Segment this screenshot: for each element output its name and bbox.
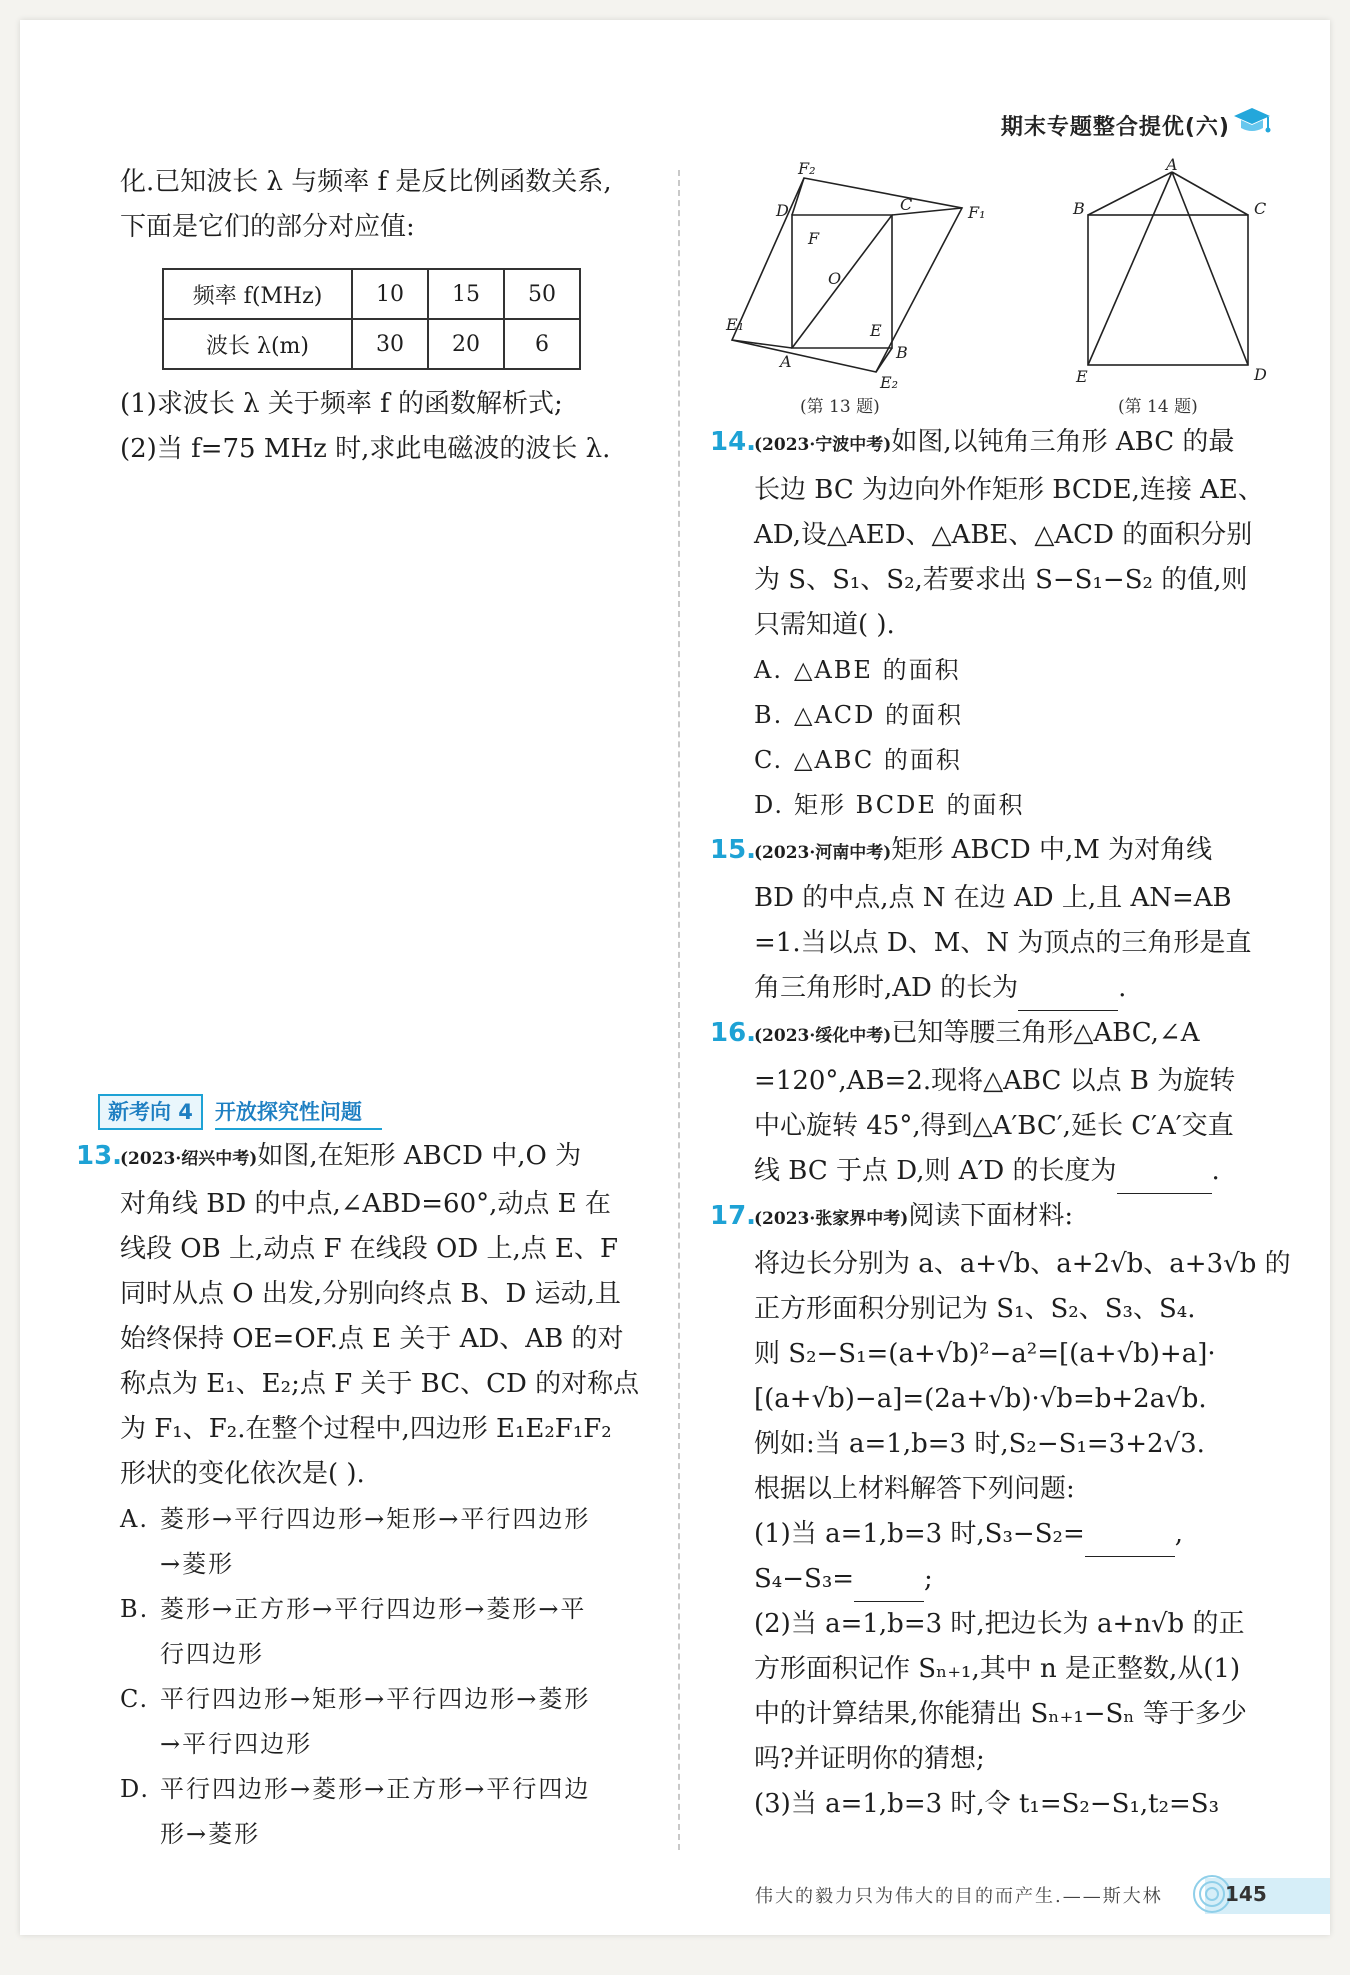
figure-14-labels [1072, 155, 1267, 386]
answer-blank[interactable] [1018, 980, 1118, 1011]
section-tag-label: 新考向 4 [98, 1094, 203, 1130]
sub-question: (2)当 f=75 MHz 时,求此电磁波的波长 λ. [120, 434, 611, 464]
fig14-label-c: C [1254, 199, 1267, 218]
option-c[interactable]: C. △ABC 的面积 [754, 746, 962, 774]
table-cell: 15 [428, 269, 504, 319]
question-number: 13. [76, 1141, 123, 1171]
question-13 [76, 1134, 665, 1857]
question-source: (2023·张家界中考) [754, 1209, 909, 1229]
right-column [710, 420, 1299, 1827]
question-line: 如图,在矩形 ABCD 中,O 为 [257, 1141, 582, 1171]
punctuation: . [1118, 973, 1127, 1003]
question-line: 已知等腰三角形△ABC,∠A [891, 1018, 1200, 1048]
fig14-label-e: E [1076, 367, 1088, 386]
table-cell: 6 [504, 319, 580, 369]
question-line: 角三角形时,AD 的长为 [754, 973, 1019, 1003]
fig14-label-a: A [1166, 155, 1178, 174]
option-b[interactable]: B. △ACD 的面积 [754, 701, 964, 729]
question-line: 线 BC 于点 D,则 A′D 的长度为 [754, 1156, 1117, 1186]
option-a[interactable]: A. △ABE 的面积 [754, 656, 961, 684]
table-cell: 20 [428, 319, 504, 369]
question-line: 为 S、S₁、S₂,若要求出 S−S₁−S₂ 的值,则 [754, 565, 1248, 595]
question-line: 为 F₁、F₂.在整个过程中,四边形 E₁E₂F₁F₂ [120, 1414, 612, 1444]
fig13-label-f2: F₂ [798, 159, 816, 178]
question-source: (2023·河南中考) [754, 843, 892, 863]
option-d[interactable]: D. 平行四边形→菱形→正方形→平行四边 [120, 1775, 591, 1803]
option-c[interactable]: C. 平行四边形→矩形→平行四边形→菱形 [120, 1685, 591, 1713]
footer-quote: 伟大的毅力只为伟大的目的而产生.——斯大林 [755, 1886, 1163, 1907]
question-line: 长边 BC 为边向外作矩形 BCDE,连接 AE、 [754, 475, 1264, 505]
option-d-cont: 形→菱形 [160, 1820, 261, 1848]
fig13-label-a: A [780, 352, 792, 371]
figure-13-labels [725, 159, 986, 392]
question-source: (2023·绍兴中考) [120, 1149, 258, 1169]
table-header-cell: 波长 λ(m) [163, 319, 352, 369]
answer-blank[interactable] [854, 1571, 924, 1602]
question-line: 则 S₂−S₁=(a+√b)²−a²=[(a+√b)+a]· [754, 1339, 1216, 1369]
section-tag-title: 开放探究性问题 [215, 1096, 382, 1130]
fig13-label-b: B [896, 343, 908, 362]
question-line: 将边长分别为 a、a+√b、a+2√b、a+3√b 的 [754, 1249, 1291, 1279]
question-number: 17. [710, 1201, 757, 1231]
table-row [163, 319, 580, 369]
question-number: 15. [710, 835, 757, 865]
question-line: 形状的变化依次是( ). [120, 1459, 365, 1489]
option-d[interactable]: D. 矩形 BCDE 的面积 [754, 791, 1025, 819]
answer-blank[interactable] [1085, 1526, 1175, 1557]
fig13-label-d: D [776, 201, 789, 220]
question-line: =120°,AB=2.现将△ABC 以点 B 为旋转 [754, 1066, 1236, 1096]
page-number: 145 [1225, 1882, 1267, 1906]
table-header-cell: 频率 f(MHz) [163, 269, 352, 319]
question-line: 只需知道( ). [754, 610, 895, 640]
question-line: 正方形面积分别记为 S₁、S₂、S₃、S₄. [754, 1294, 1196, 1324]
figure-14 [1088, 172, 1248, 365]
fig13-label-c: C [900, 195, 913, 214]
question-source: (2023·绥化中考) [754, 1026, 892, 1046]
table-row [163, 269, 580, 319]
fig13-label-e2: E₂ [880, 373, 899, 392]
page-header-title: 期末专题整合提优(六) [1000, 115, 1230, 140]
question-line: 矩形 ABCD 中,M 为对角线 [891, 835, 1213, 865]
fig13-label-e1: E₁ [726, 315, 745, 334]
question-line: 始终保持 OE=OF.点 E 关于 AD、AB 的对 [120, 1324, 624, 1354]
question-line: 同时从点 O 出发,分别向终点 B、D 运动,且 [120, 1279, 621, 1309]
fig14-label-b: B [1073, 199, 1085, 218]
intro-line: 下面是它们的部分对应值: [120, 212, 415, 242]
punctuation: ; [924, 1564, 933, 1594]
section-tag [98, 1094, 382, 1130]
textbook-page [20, 20, 1330, 1935]
fig14-label-d: D [1254, 365, 1267, 384]
table-cell: 30 [352, 319, 428, 369]
geometry-figures [726, 155, 1300, 420]
question-line: 中的计算结果,你能猜出 Sₙ₊₁−Sₙ 等于多少 [754, 1699, 1247, 1729]
question-number: 16. [710, 1018, 757, 1048]
question-line: (1)当 a=1,b=3 时,S₃−S₂= [754, 1519, 1085, 1549]
question-line: 吗?并证明你的猜想; [754, 1744, 985, 1774]
question-source: (2023·宁波中考) [754, 435, 892, 455]
question-line: 如图,以钝角三角形 ABC 的最 [891, 427, 1235, 457]
question-line: 方形面积记作 Sₙ₊₁,其中 n 是正整数,从(1) [754, 1654, 1241, 1684]
intro-line: 化.已知波长 λ 与频率 f 是反比例函数关系, [120, 167, 612, 197]
question-line: 根据以上材料解答下列问题: [754, 1474, 1075, 1504]
table-cell: 10 [352, 269, 428, 319]
question-line: 中心旋转 45°,得到△A′BC′,延长 C′A′交直 [754, 1111, 1234, 1141]
option-a[interactable]: A. 菱形→平行四边形→矩形→平行四边形 [120, 1505, 591, 1533]
option-b[interactable]: B. 菱形→正方形→平行四边形→菱形→平 [120, 1595, 587, 1623]
question-line: 例如:当 a=1,b=3 时,S₂−S₁=3+2√3. [754, 1429, 1205, 1459]
fig13-label-f1: F₁ [968, 203, 986, 222]
fig13-label-f: F [808, 229, 820, 248]
question-line: AD,设△AED、△ABE、△ACD 的面积分别 [754, 520, 1253, 550]
question-line: BD 的中点,点 N 在边 AD 上,且 AN=AB [754, 883, 1232, 913]
fig13-label-o: O [828, 269, 842, 288]
question-line: S₄−S₃= [754, 1564, 855, 1594]
option-c-cont: →平行四边形 [160, 1730, 313, 1758]
question-line: 阅读下面材料: [908, 1201, 1074, 1231]
question-line: 线段 OB 上,动点 F 在线段 OD 上,点 E、F [120, 1234, 619, 1264]
frequency-wavelength-table [162, 268, 581, 370]
table-cell: 50 [504, 269, 580, 319]
question-line: (2)当 a=1,b=3 时,把边长为 a+n√b 的正 [754, 1609, 1245, 1639]
question-line: (3)当 a=1,b=3 时,令 t₁=S₂−S₁,t₂=S₃ [754, 1789, 1220, 1819]
question-line: [(a+√b)−a]=(2a+√b)·√b=b+2a√b. [754, 1384, 1207, 1414]
punctuation: . [1211, 1156, 1220, 1186]
answer-blank[interactable] [1117, 1163, 1212, 1194]
column-divider [678, 170, 680, 1850]
left-column [120, 160, 660, 472]
question-line: 对角线 BD 的中点,∠ABD=60°,动点 E 在 [120, 1189, 611, 1219]
figure-13-caption: (第 13 题) [800, 397, 880, 417]
sub-question: (1)求波长 λ 关于频率 f 的函数解析式; [120, 389, 563, 419]
question-line: 称点为 E₁、E₂;点 F 关于 BC、CD 的对称点 [120, 1369, 640, 1399]
figure-13 [732, 178, 962, 372]
question-line: =1.当以点 D、M、N 为顶点的三角形是直 [754, 928, 1252, 958]
option-b-cont: 行四边形 [160, 1640, 264, 1668]
punctuation: , [1174, 1519, 1183, 1549]
option-a-cont: →菱形 [160, 1550, 235, 1578]
graduation-cap-icon [1232, 100, 1272, 140]
fig13-label-e: E [870, 321, 882, 340]
question-number: 14. [710, 427, 757, 457]
figure-14-caption: (第 14 题) [1118, 397, 1198, 417]
